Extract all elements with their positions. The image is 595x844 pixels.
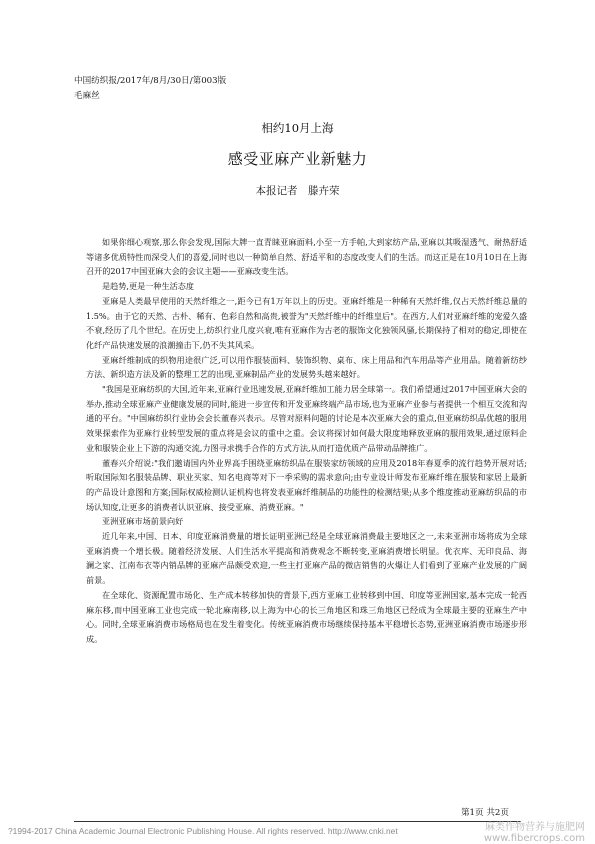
body-paragraph: "我国是亚麻纺织的大国,近年来,亚麻行业迅速发展,亚麻纤维加工能力居全球第一。我们希望通过2017中国亚麻大会的举办,推动全球亚麻产业健康发展的同时,能进一步宣传和开发亚麻终端产品市场,也为亚麻产业参与者提供一个相互交流和沟通的平台。"中国麻纺织行业协会会长董春兴表示。尽管对原料问题的讨论是本次亚麻大会的重点,但亚麻纺织品优越的服用效果探索作为亚麻行业转型发展的重点将是会议的重中之重。会议将探讨如何最大限度地释放亚麻的服用效果,通过原料企业和服装企业上下游的沟通交流,力图寻求携手合作的方式方法,从而打造优质产品带动品牌推广。 <box>86 384 527 453</box>
article-title: 感受亚麻产业新魅力 <box>227 150 368 168</box>
article-byline: 本报记者 滕卉荣 <box>255 185 340 197</box>
body-paragraph: 亚麻纤维制成的织物用途很广泛,可以用作服装面料、装饰织物、桌布、床上用品和汽车用品等产业用品。随着新纺纱方法、新织造方法及新的整理工艺的出现,亚麻制品产业的发展势头越来越好。 <box>86 354 527 380</box>
watermark-url: www.fibercrops.com <box>483 833 585 844</box>
article-kicker: 相约10月上海 <box>261 121 334 135</box>
copyright-footer <box>8 826 398 836</box>
body-paragraph: 近几年来,中国、日本、印度亚麻消费量的增长证明亚洲已经是全球亚麻消费最主要地区之一,未来亚洲市场将成为全球亚麻消费一个增长极。随着经济发展、人们生活水平提高和消费观念不断转变,亚麻消费增长明显。优衣库、无印良品、海澜之家、江南布衣等内销品牌的亚麻产品颇受欢迎,一些主打亚麻产品的微店销售的火爆让人们看到了亚麻产业发展的广阔前景。 <box>86 531 527 586</box>
site-watermark <box>484 822 585 844</box>
copyright-text: ?1994-2017 China Academic Journal Electronic Publishing House. All rights reserved. <box>8 826 326 836</box>
article-body <box>86 235 527 647</box>
body-paragraph: 亚麻是人类最早使用的天然纤维之一,距今已有1万年以上的历史。亚麻纤维是一种稀有天然纤维,仅占天然纤维总量的1.5%。由于它的天然、古朴、稀有、色彩自然和高贵,被誉为"天然纤维中的纤维皇后"。在西方,人们对亚麻纤维的宠爱久盛不衰,经历了几个世纪。在历史上,纺织行业几度兴衰,唯有亚麻作为古老的服饰文化独领风骚,长期保持了相对的稳定,即使在化纤产品快速发展的浪潮撞击下,仍不失其风采。 <box>86 295 527 350</box>
footer-divider <box>74 821 521 822</box>
watermark-title: 麻类作物营养与施肥网 <box>485 822 585 833</box>
body-paragraph: 在全球化、资源配置市场化、生产成本转移加快的背景下,西方亚麻工业转移到中国、印度等亚洲国家,基本完成一轮西麻东移,而中国亚麻工业也完成一轮北麻南移,以上海为中心的长三角地区和珠三角地区已经成为全球最主要的亚麻生产中心。同时,全球亚麻消费市场格局也在发生着变化。传统亚麻消费市场继续保持基本平稳增长态势,亚洲亚麻消费市场逐步形成。 <box>86 589 527 644</box>
article-meta <box>74 74 226 104</box>
page-indicator: 第1页 共2页 <box>460 808 509 818</box>
body-paragraph: 董春兴介绍说:"我们邀请国内外业界高手围绕亚麻纺织品在服装家纺领域的应用及2018年春夏季的流行趋势开展对话;听取国际知名服装品牌、职业买家、知名电商等对下一季采购的需求意向;由专业设计师发布亚麻纤维在服装和家居上最新的产品设计意图和方案;国际权威检测认证机构也将发表亚麻纤维制品的功能性的检测结果;从多个维度推动亚麻纺织品的市场认知度,让更多的消费者认识亚麻、接受亚麻、消费亚麻。" <box>86 457 527 512</box>
source-line: 中国纺织报/2017年/8月/30日/第003版 <box>74 76 227 86</box>
section-subheading: 亚洲亚麻市场前景向好 <box>102 516 184 527</box>
section-subheading: 是趋势,更是一种生活态度 <box>102 281 194 292</box>
body-paragraph: 如果你细心观察,那么你会发现,国际大牌一直青睐亚麻面料,小至一方手帕,大到家纺产品,亚麻以其吸湿透气、耐热舒适等诸多优质特性而深受人们的喜爱,同时也以一种简单自然、舒适平和的态度改变人们的生活。而这正是在10月10日在上海召开的2017中国亚麻大会的会议主题——亚麻改变生活。 <box>86 237 527 277</box>
cnki-link[interactable]: http://www.cnki.net <box>327 826 398 836</box>
section-name: 毛麻丝 <box>74 91 100 101</box>
